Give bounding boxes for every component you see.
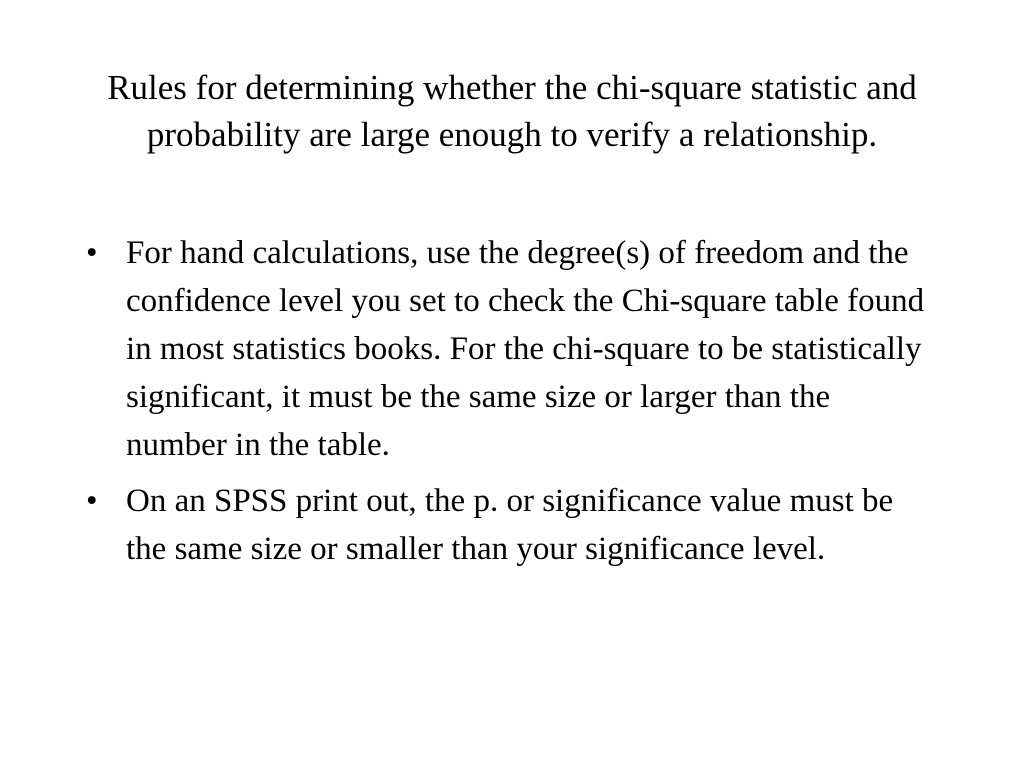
bullet-item-spss-printout bbox=[86, 477, 936, 573]
bullet-text: On an SPSS print out, the p. or significance value must be the same size or smaller than your significance level. bbox=[126, 483, 894, 567]
bullet-item-hand-calculations bbox=[86, 229, 936, 469]
bullet-marker: • bbox=[86, 483, 98, 519]
bullet-marker: • bbox=[86, 235, 98, 271]
bullet-text: For hand calculations, use the degree(s) of freedom and the confidence level you set to check the Chi-square table found in most statistics books. For the chi-square to be statistically significant, it must be the same size or larger than the number in the table. bbox=[126, 235, 925, 463]
bullet-list bbox=[86, 229, 936, 581]
slide-title: Rules for determining whether the chi-square statistic and probability are large enough to verify a relationship. bbox=[107, 68, 917, 154]
